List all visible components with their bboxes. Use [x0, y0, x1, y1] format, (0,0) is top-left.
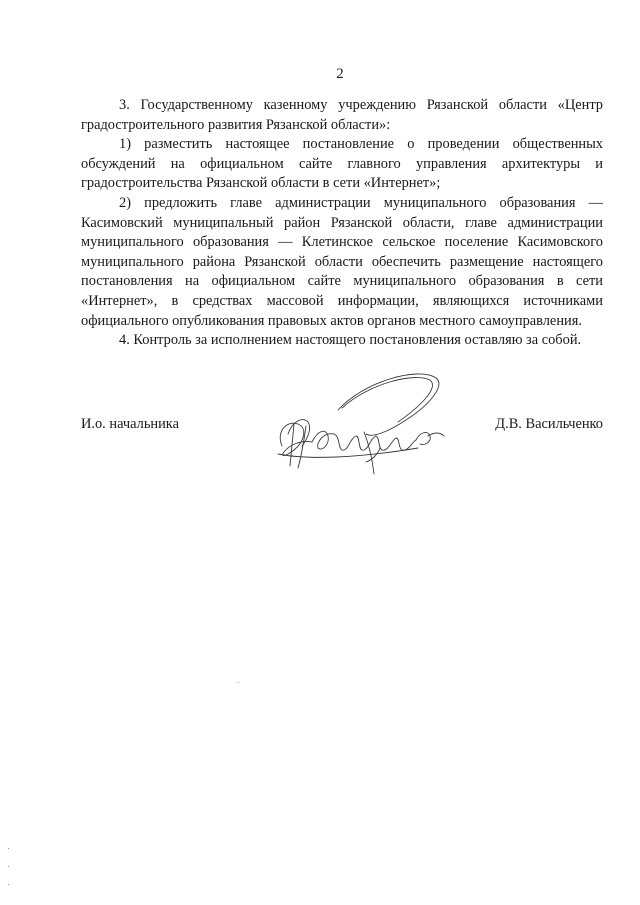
signatory-position: И.о. начальника: [81, 416, 179, 432]
scan-speck: [8, 884, 9, 885]
scan-speck: [8, 866, 9, 867]
paragraph-item-3: 3. Государственному казенному учреждению Рязанской области «Центр градостроительного развития Рязанской области»:: [81, 97, 603, 133]
page-number: 2: [336, 66, 344, 82]
paragraph-subitem-2: 2) предложить главе администрации муниципального образования — Касимовский муниципальный район Рязанской области, главе администрации муниципального образования — Клетинское сельское поселение Касимовского муниципального района Рязанской области обеспечить размещение настоящего постановления на официальном сайте муниципального образования в сети «Интернет», в средствах массовой информации, являющихся источниками официального опубликования правовых актов органов местного самоуправления.: [81, 194, 603, 329]
paragraph-subitem-1: 1) разместить настоящее постановление о проведении общественных обсуждений на официальном сайте главного управления архитектуры и градостроительства Рязанской области в сети «Интернет»;: [81, 136, 603, 192]
signature-row: [81, 416, 603, 440]
paragraph-item-4: 4. Контроль за исполнением настоящего постановления оставляю за собой.: [119, 332, 582, 349]
scan-speck: [238, 682, 239, 683]
scan-speck: [8, 848, 9, 849]
document-body: [81, 96, 603, 351]
signatory-name: Д.В. Васильченко: [495, 416, 603, 432]
